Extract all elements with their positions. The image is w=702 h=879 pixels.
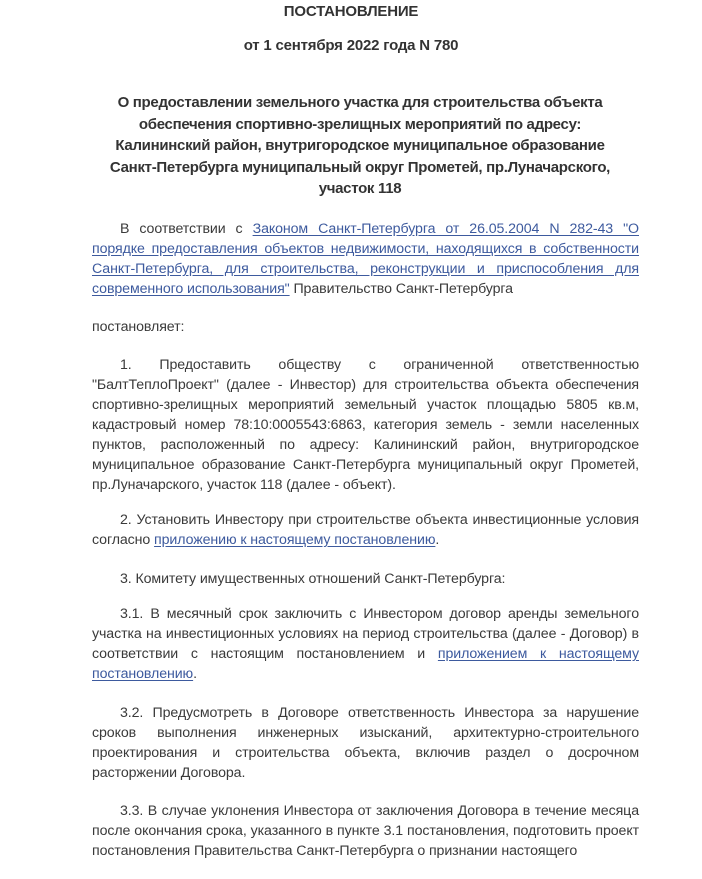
- intro-prefix: В соответствии с: [120, 221, 253, 237]
- appendix-link[interactable]: приложению к настоящему постановлению: [154, 532, 436, 548]
- item-1-text: 1. Предоставить обществу с ограниченной ответственностью "БалтТеплоПроект" (далее - Инвестор) для строительства объекта обеспечения спортивно-зрелищных мероприятий земельный участок площадью 5805 кв.м, кадастровый номер 78:10:0005543:6863, категория земель - земли населенных пунктов, расположенный по адресу: Калининский район, внутригородское муниципальное образование Санкт-Петербурга муниципальный округ Прометей, пр.Луначарского, участок 118 (далее - объект).: [92, 357, 639, 493]
- item-2-prefix: 2. Установить Инвестору при строительстве объекта инвестиционные условия согласно: [92, 512, 639, 548]
- document-type-title: ПОСТАНОВЛЕНИЕ: [283, 3, 419, 20]
- decree-word: постановляет:: [92, 319, 185, 335]
- item-3-2-text: 3.2. Предусмотреть в Договоре ответственность Инвестора за нарушение сроков выполнения инженерных изысканий, архитектурно-строительного проектирования и строительства объекта, включив раздел о досрочном расторжении Договора.: [92, 705, 639, 781]
- item-3-text: 3. Комитету имущественных отношений Санкт-Петербурга:: [120, 571, 506, 587]
- intro-paragraph: [92, 219, 639, 299]
- item-3-3-text: 3.3. В случае уклонения Инвестора от заключения Договора в течение месяца после окончания срока, указанного в пункте 3.1 постановления, подготовить проект постановления Правительства Санкт-Петербурга о признании настоящего: [92, 803, 639, 859]
- item-2-suffix: .: [435, 532, 440, 548]
- appendix-link-2[interactable]: приложением к настоящему постановлению: [92, 646, 639, 682]
- law-link[interactable]: Законом Санкт-Петербурга от 26.05.2004 N 282-43 "О порядке предоставления объектов недвижимости, находящихся в собственности Санкт-Петербурга, для строительства, реконструкции и приспособления для современного использования": [92, 221, 639, 297]
- document-heading: О предоставлении земельного участка для строительства объекта обеспечения спортивно-зрелищных мероприятий по адресу: Калининский район, внутригородское муниципальное образование Санкт-Петербурга муниципальный округ Прометей, пр.Луначарского, участок 118: [109, 94, 611, 197]
- document-date-number: от 1 сентября 2022 года N 780: [243, 37, 459, 54]
- item-3-1-paragraph: [92, 604, 639, 684]
- item-3-2-paragraph: [92, 703, 639, 783]
- intro-suffix: Правительство Санкт-Петербурга: [289, 281, 513, 297]
- item-3-3-paragraph: [92, 801, 639, 861]
- item-1-paragraph: [92, 355, 639, 495]
- item-3-1-suffix: .: [193, 666, 197, 682]
- item-2-paragraph: [92, 510, 639, 550]
- item-3-paragraph: [92, 569, 639, 589]
- item-3-1-prefix: 3.1. В месячный срок заключить с Инвестором договор аренды земельного участка на инвестиционных условиях на период строительства (далее - Договор) в соответствии с настоящим постановлением и: [92, 606, 639, 662]
